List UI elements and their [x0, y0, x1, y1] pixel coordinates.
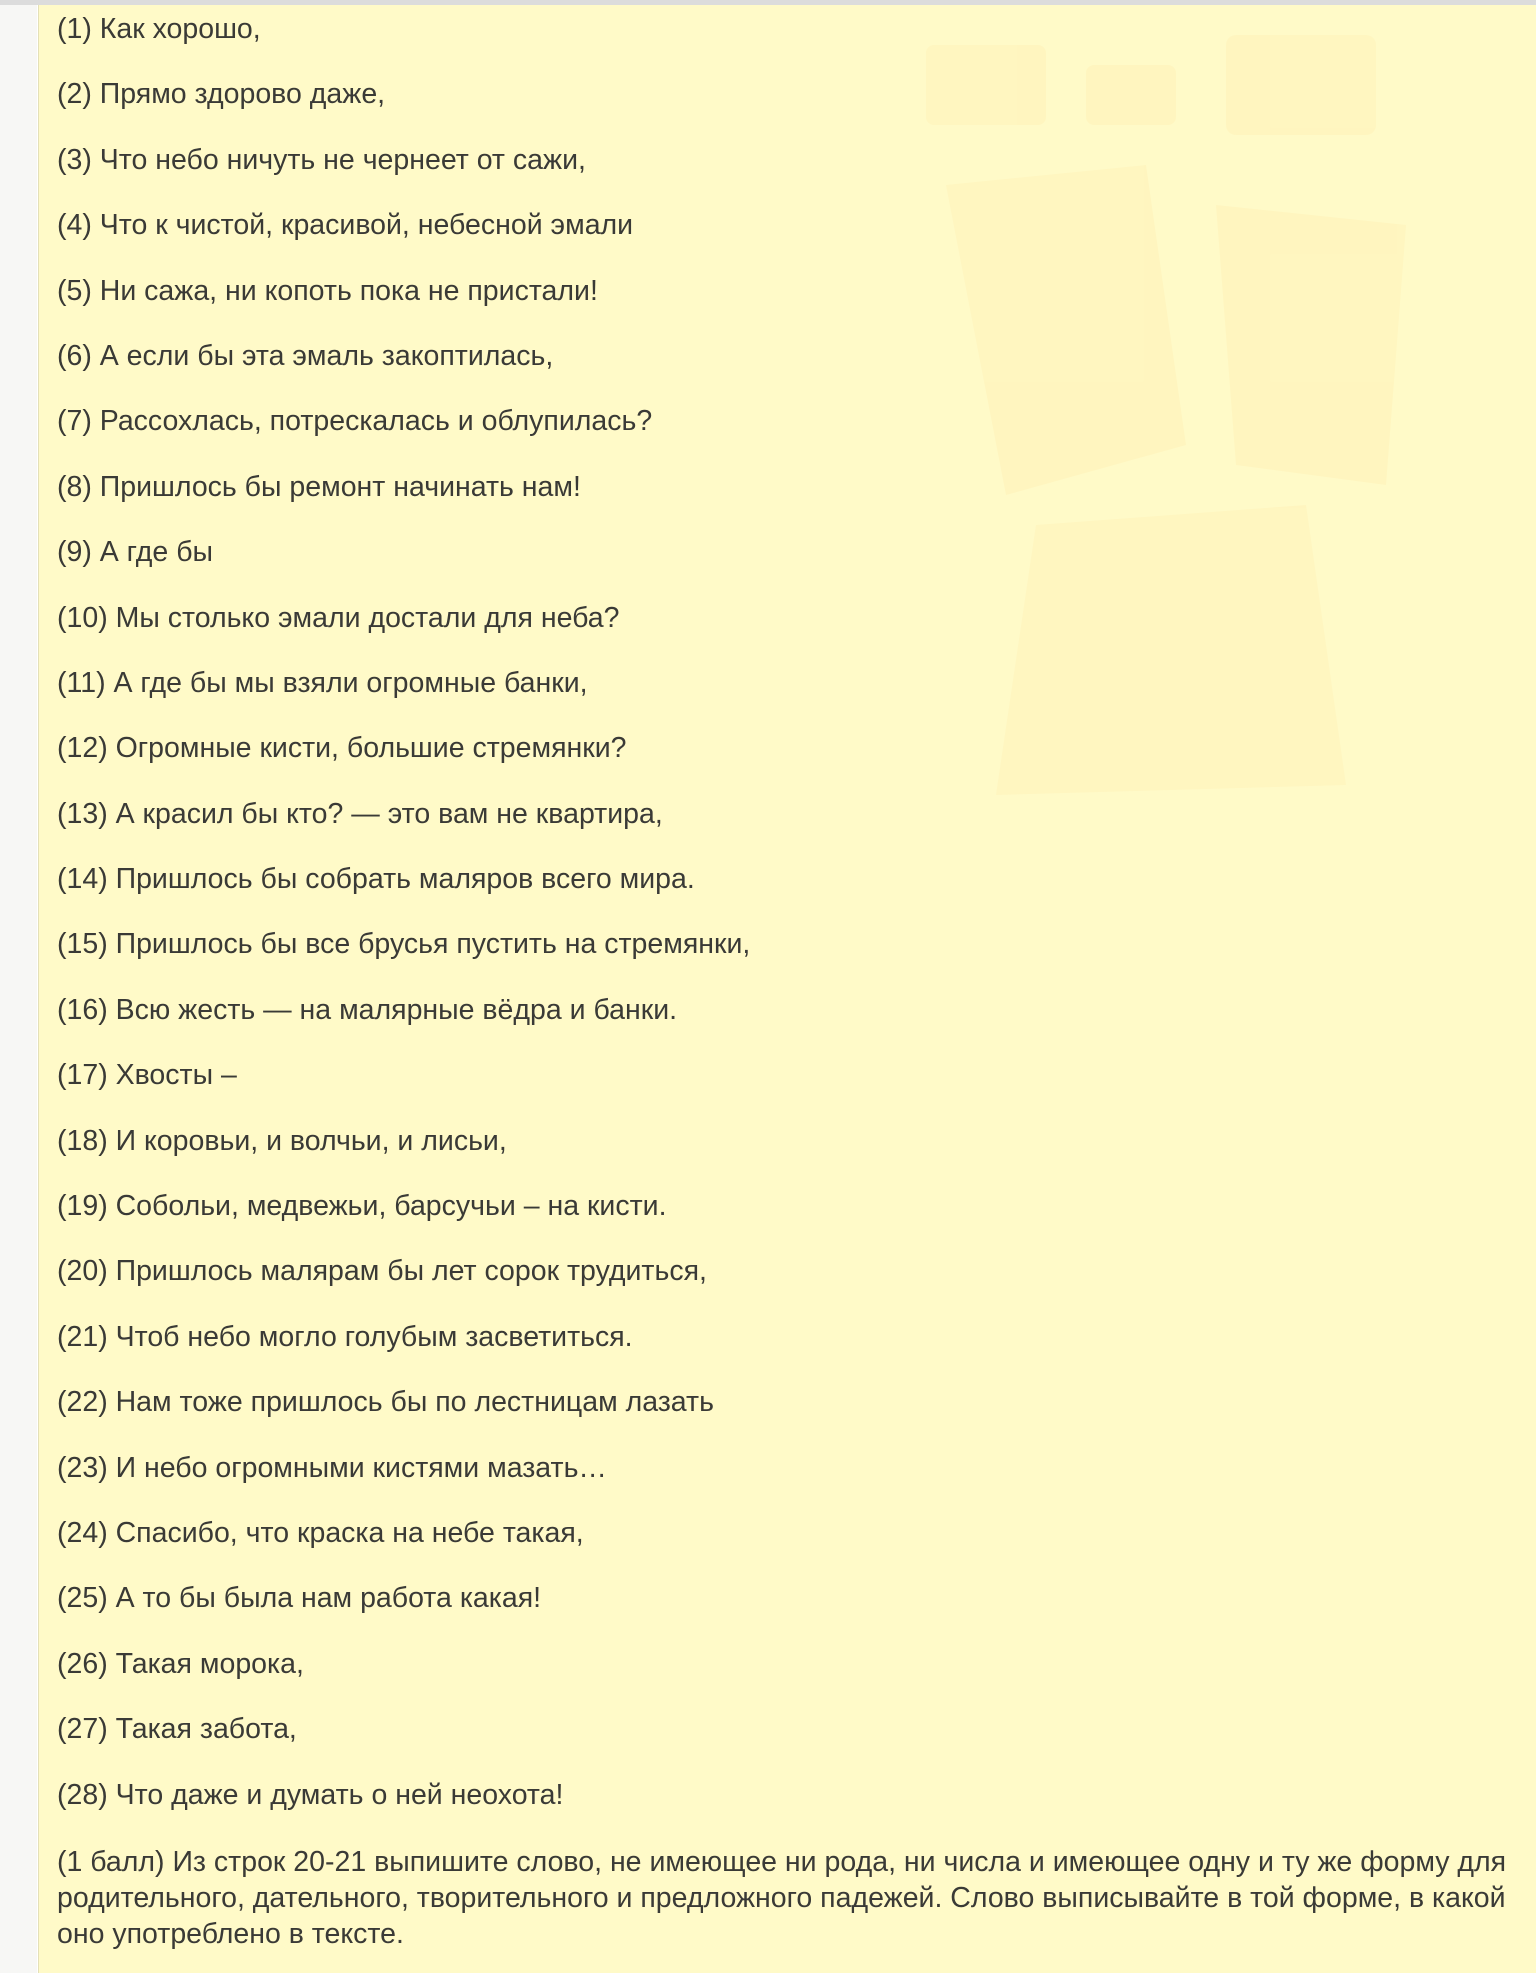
poem-line: (21) Чтоб небо могло голубым засветиться. [57, 1320, 633, 1353]
poem-line: (25) А то бы была нам работа какая! [57, 1582, 542, 1615]
poem-line: (18) И коровьи, и волчьи, и лисьи, [57, 1124, 507, 1157]
poem-line: (12) Огромные кисти, большие стремянки? [57, 732, 627, 765]
poem-line: (3) Что небо ничуть не чернеет от сажи, [57, 143, 586, 176]
poem-line: (13) А красил бы кто? — это вам не квартира, [57, 797, 663, 830]
poem-line: (22) Нам тоже пришлось бы по лестницам лазать [57, 1386, 714, 1419]
poem-line: (4) Что к чистой, красивой, небесной эмали [57, 209, 634, 242]
poem-line: (20) Пришлось малярам бы лет сорок трудиться, [57, 1255, 707, 1288]
poem-line: (19) Собольи, медвежьи, барсучьи – на кисти. [57, 1190, 667, 1223]
poem-line: (2) Прямо здорово даже, [57, 78, 386, 111]
poem-line: (23) И небо огромными кистями мазать… [57, 1451, 607, 1484]
poem-line: (8) Пришлось бы ремонт начинать нам! [57, 470, 581, 503]
poem-line: (15) Пришлось бы все брусья пустить на стремянки, [57, 928, 751, 961]
poem-line: (11) А где бы мы взяли огромные банки, [57, 666, 588, 699]
poem-line: (9) А где бы [57, 536, 213, 569]
poem-line: (24) Спасибо, что краска на небе такая, [57, 1516, 584, 1549]
poem-line: (16) Всю жесть — на малярные вёдра и банки. [57, 993, 678, 1026]
poem-line: (5) Ни сажа, ни копоть пока не пристали! [57, 274, 598, 307]
poem-line: (14) Пришлось бы собрать маляров всего мира. [57, 863, 695, 896]
poem-line: (7) Рассохлась, потрескалась и облупилась? [57, 405, 653, 438]
poem-line: (28) Что даже и думать о ней неохота! [57, 1778, 564, 1811]
poem-lines [57, 12, 1536, 1812]
poem-line: (27) Такая забота, [57, 1713, 297, 1746]
poem-line: (6) А если бы эта эмаль закоптилась, [57, 339, 554, 372]
left-gutter [0, 5, 37, 1973]
poem-line: (1) Как хорошо, [57, 13, 261, 45]
poem-line: (17) Хвосты – [57, 1059, 237, 1092]
poem-line: (10) Мы столько эмали достали для неба? [57, 601, 620, 634]
poem-line: (26) Такая морока, [57, 1647, 304, 1680]
task-question: (1 балл) Из строк 20-21 выпишите слово, не имеющее ни рода, ни числа и имеющее одну и ту же форму для родительного, дательного, творительного и предложного падежей. Слово выписывайте в той форме, в какой оно употреблено в тексте. [57, 1846, 1507, 1950]
text-panel [38, 5, 1536, 1973]
